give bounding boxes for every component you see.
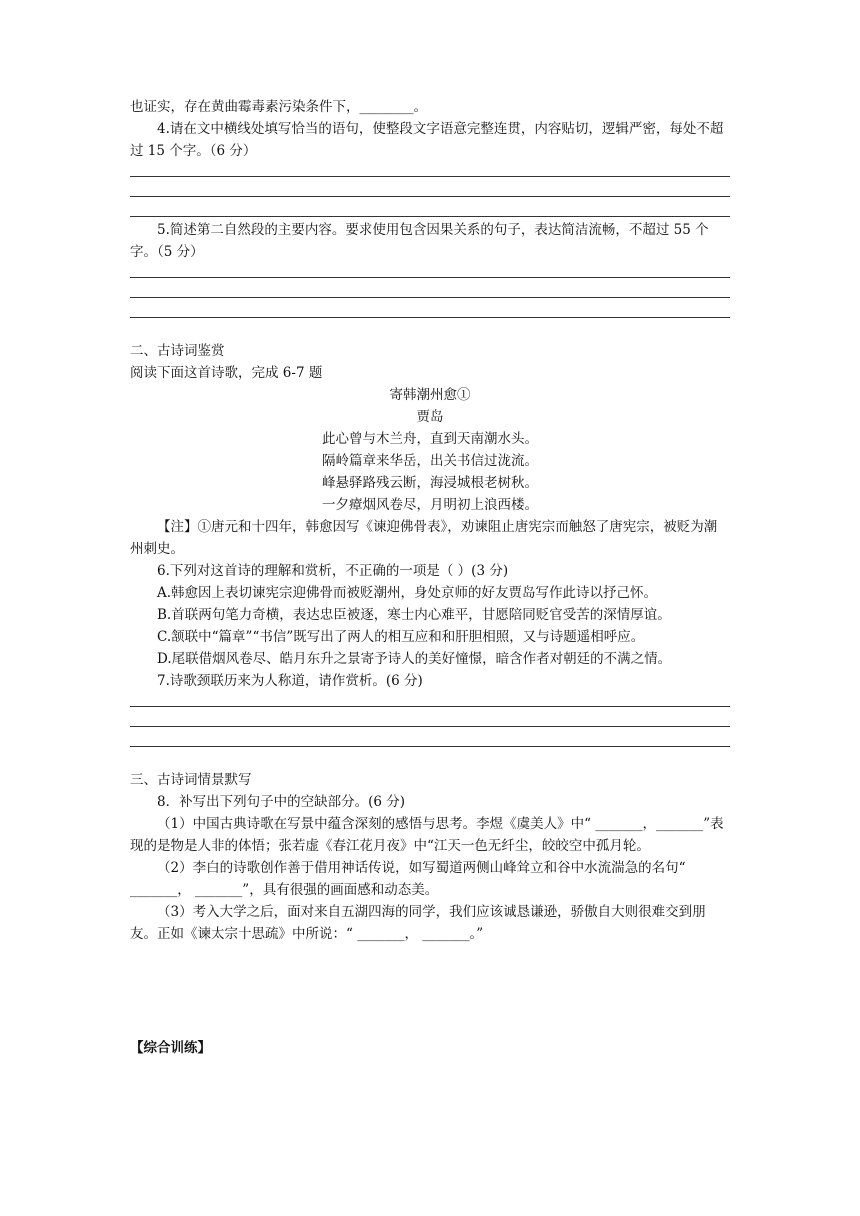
answer-line[interactable] xyxy=(130,297,730,298)
answer-line[interactable] xyxy=(130,706,730,707)
section3-heading: 三、古诗词情景默写 xyxy=(130,772,252,788)
answer-line[interactable] xyxy=(130,196,730,197)
q8-prompt: 8．补写出下列句子中的空缺部分。(6 分) xyxy=(157,794,406,810)
poem-author: 贾岛 xyxy=(416,409,444,425)
poem-note: 【注】①唐元和十四年，韩愈因写《谏迎佛骨表》，劝谏阻止唐宪宗而触怒了唐宪宗，被贬为潮州刺史。 xyxy=(130,519,718,557)
q6-option-d[interactable]: D.尾联借烟风卷尽、皓月东升之景寄予诗人的美好憧憬，暗含作者对朝廷的不满之情。 xyxy=(157,651,672,667)
poem-line: 一夕瘴烟风卷尽，月明初上浪西楼。 xyxy=(322,497,538,513)
q4-answer-lines xyxy=(130,176,730,217)
section2-intro: 阅读下面这首诗歌，完成 6-7 题 xyxy=(130,365,323,381)
section2-heading: 二、古诗词鉴赏 xyxy=(130,343,225,359)
q3-tail-text: 也证实，存在黄曲霉毒素污染条件下，________。 xyxy=(130,99,427,115)
q8-item-2: （2）李白的诗歌创作善于借用神话传说，如写蜀道两侧山峰耸立和谷中水流湍急的名句“ _______， _______”，具有很强的画面感和动态美。 xyxy=(130,860,686,898)
q6-option-c[interactable]: C.颔联中“篇章”“书信”既写出了两人的相互应和和肝胆相照，又与诗题遥相呼应。 xyxy=(157,629,645,645)
poem xyxy=(130,384,730,516)
q8-item-1: （1）中国古典诗歌在写景中蕴含深刻的感悟与思考。李煜《虞美人》中“ _______，_______”表现的是物是人非的体悟；张若虚《春江花月夜》中“江天一色无纤尘，皎皎空中孤月轮。 xyxy=(130,816,724,854)
poem-title: 寄韩潮州愈① xyxy=(389,387,471,403)
poem-line: 峰悬驿路残云断，海浸城根老树秋。 xyxy=(322,475,538,491)
q7-answer-lines xyxy=(130,706,730,747)
answer-line[interactable] xyxy=(130,726,730,727)
q8-item-3: （3）考入大学之后，面对来自五湖四海的同学，我们应该诚恳谦逊，骄傲自大则很难交到朋友。正如《谏太宗十思疏》中所说：“ _______， _______。” xyxy=(130,904,706,942)
answer-line[interactable] xyxy=(130,216,730,217)
answer-line[interactable] xyxy=(130,277,730,278)
q5-answer-lines xyxy=(130,277,730,318)
poem-line: 隔岭篇章来华岳，出关书信过泷流。 xyxy=(322,453,538,469)
q7-prompt: 7.诗歌颈联历来为人称道，请作赏析。(6 分) xyxy=(157,673,423,689)
q6-option-b[interactable]: B.首联两句笔力奇横，表达忠臣被逐，寒士内心难平，甘愿陪同贬官受苦的深情厚谊。 xyxy=(157,607,671,623)
q6-option-a[interactable]: A.韩愈因上表切谏宪宗迎佛骨而被贬潮州，身处京师的好友贾岛写作此诗以抒己怀。 xyxy=(157,585,658,601)
poem-line: 此心曾与木兰舟，直到天南潮水头。 xyxy=(322,431,538,447)
q4-prompt: 4.请在文中横线处填写恰当的语句，使整段文字语意完整连贯，内容贴切，逻辑严密，每处不超过 15 个字。（6 分） xyxy=(130,121,724,159)
q6-prompt: 6.下列对这首诗的理解和赏析，不正确的一项是（ ）(3 分) xyxy=(157,563,509,579)
final-heading: 【综合训练】 xyxy=(130,1040,211,1056)
document-page xyxy=(130,96,730,1059)
answer-line[interactable] xyxy=(130,176,730,177)
q5-prompt: 5.简述第二自然段的主要内容。要求使用包含因果关系的句子，表达简洁流畅，不超过 55 个字。（5 分） xyxy=(130,222,709,260)
